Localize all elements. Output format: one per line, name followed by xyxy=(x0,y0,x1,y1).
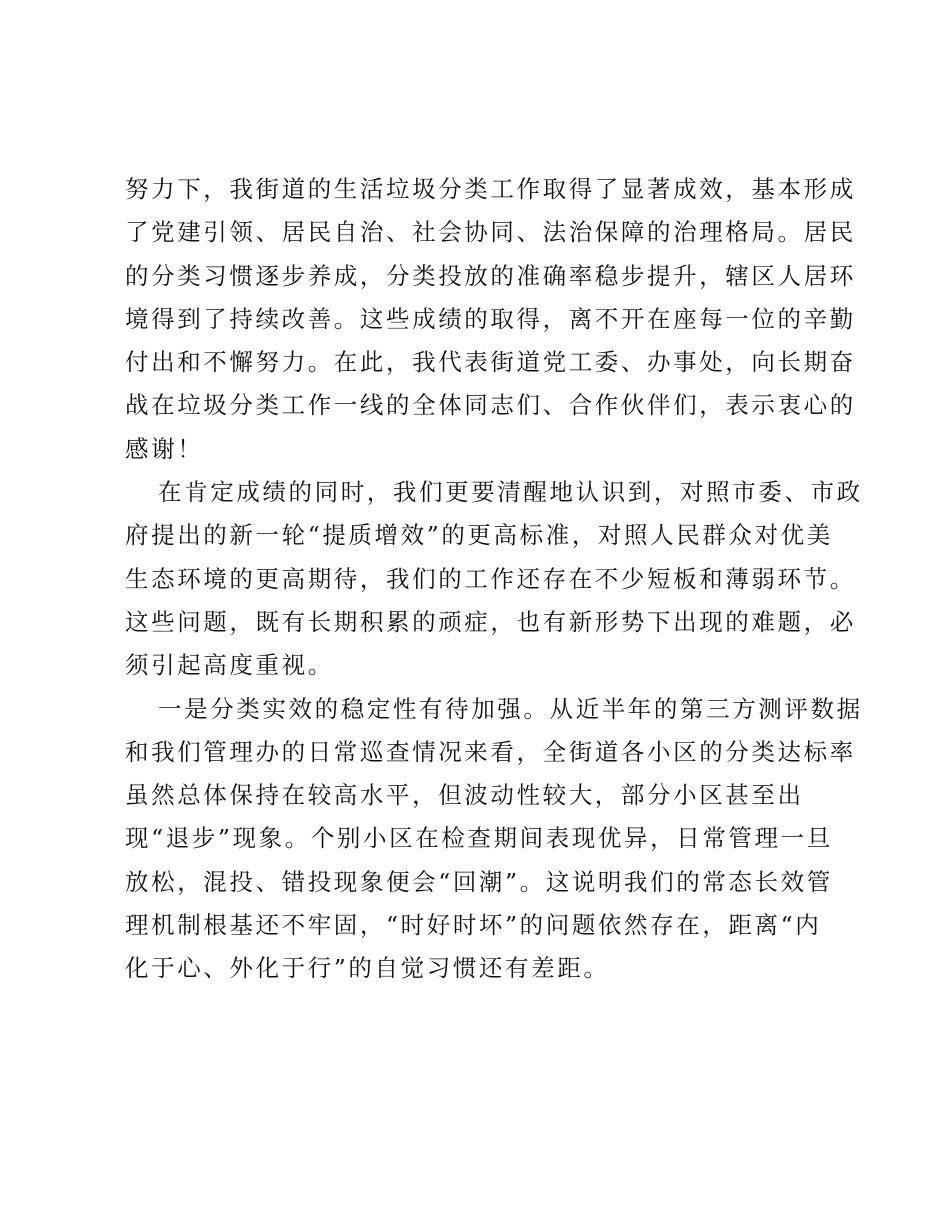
paragraph-first-line: 在肯定成绩的同时，我们更要清醒地认识到，对照市委、市政 xyxy=(158,478,863,507)
text-line: 生态环境的更高期待，我们的工作还存在不少短板和薄弱环节。 xyxy=(125,564,856,593)
text-line: 化于心、外化于行”的自觉习惯还有差距。 xyxy=(125,954,610,983)
text-line: 现“退步”现象。个别小区在检查期间表现优异，日常管理一旦 xyxy=(125,824,833,853)
paragraph-first-line: 一是分类实效的稳定性有待加强。从近半年的第三方测评数据 xyxy=(158,694,863,723)
text-line: 须引起高度重视。 xyxy=(125,651,334,680)
text-line: 感谢！ xyxy=(125,434,204,463)
text-line: 虽然总体保持在较高水平，但波动性较大，部分小区甚至出 xyxy=(125,781,804,810)
text-line: 理机制根基还不牢固，“时好时坏”的问题依然存在，距离“内 xyxy=(125,911,822,940)
text-line: 和我们管理办的日常巡查情况来看，全街道各小区的分类达标率 xyxy=(125,737,856,766)
text-line: 战在垃圾分类工作一线的全体同志们、合作伙伴们，表示衷心的 xyxy=(125,391,856,420)
text-line: 境得到了持续改善。这些成绩的取得，离不开在座每一位的辛勤 xyxy=(125,304,856,333)
body-text xyxy=(125,168,863,991)
text-line: 付出和不懈努力。在此，我代表街道党工委、办事处，向长期奋 xyxy=(125,348,856,377)
text-line: 这些问题，既有长期积累的顽症，也有新形势下出现的难题，必 xyxy=(125,607,856,636)
text-line: 放松，混投、错投现象便会“回潮”。这说明我们的常态长效管 xyxy=(125,867,833,896)
text-line: 努力下，我街道的生活垃圾分类工作取得了显著成效，基本形成 xyxy=(125,175,856,203)
text-line: 的分类习惯逐步养成，分类投放的准确率稳步提升，辖区人居环 xyxy=(125,261,856,290)
text-line: 了党建引领、居民自治、社会协同、法治保障的治理格局。居民 xyxy=(125,218,856,247)
text-line: 府提出的新一轮“提质增效”的更高标准，对照人民群众对优美 xyxy=(125,521,833,550)
